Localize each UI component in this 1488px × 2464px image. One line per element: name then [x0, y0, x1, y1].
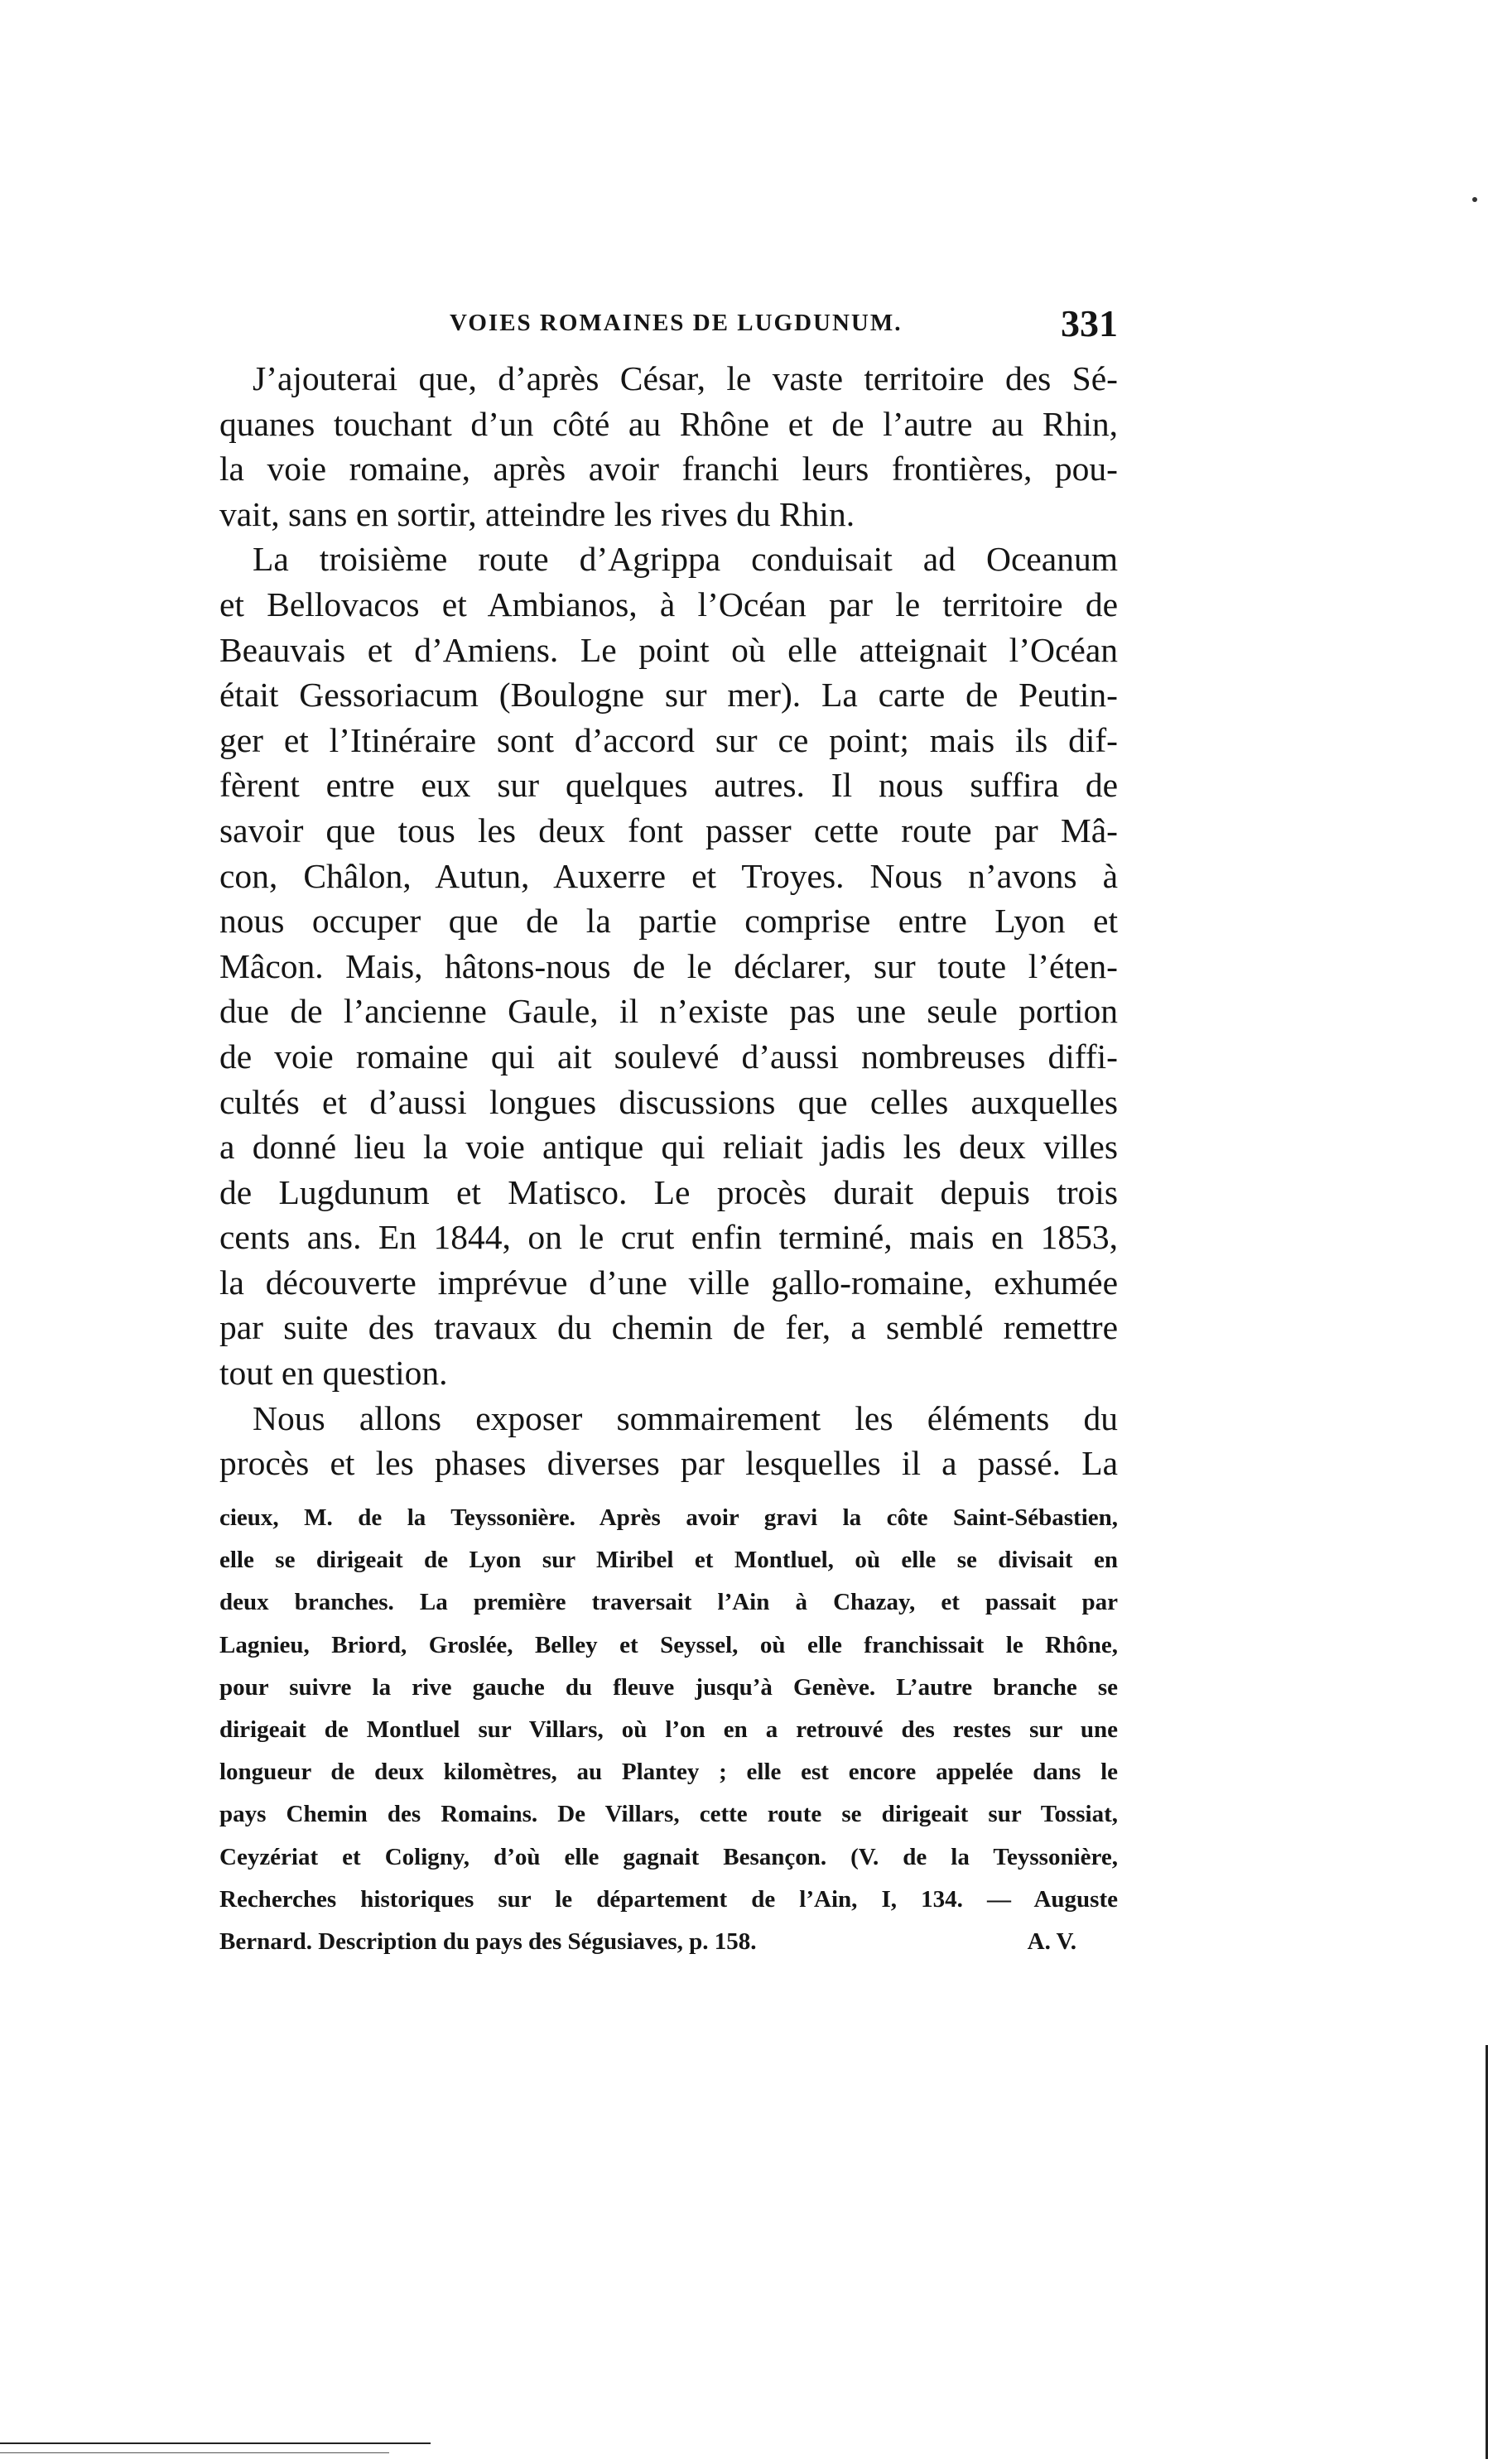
text-line: la découverte imprévue d’une ville gallo-romaine, exhumée	[219, 1263, 1118, 1302]
footnote	[219, 1497, 1118, 1963]
text-line: vait, sans en sortir, atteindre les rives du Rhin.	[219, 494, 855, 533]
footnote-line: Bernard. Description du pays des Ségusiaves, p. 158.	[219, 1927, 757, 1955]
text-line: ger et l’Itinéraire sont d’accord sur ce point; mais ils dif-	[219, 720, 1118, 759]
text-line: et Bellovacos et Ambianos, à l’Océan par le territoire de	[219, 585, 1118, 623]
text-line: procès et les phases diverses par lesquelles il a passé. La	[219, 1444, 1118, 1483]
text-line: quanes touchant d’un côté au Rhône et de l’autre au Rhin,	[219, 404, 1118, 443]
footnote-line: Ceyzériat et Coligny, d’où elle gagnait Besançon. (V. de la Teyssonière,	[219, 1843, 1118, 1870]
body-text	[219, 356, 1118, 1486]
footnote-line: longueur de deux kilomètres, au Plantey ; elle est encore appelée dans le	[219, 1759, 1118, 1786]
text-line: de Lugdunum et Matisco. Le procès durait depuis trois	[219, 1172, 1118, 1211]
scan-bottom-rule-thin	[0, 2452, 389, 2453]
footnote-initials: A. V.	[1027, 1927, 1076, 1955]
text-line: nous occuper que de la partie comprise entre Lyon et	[219, 902, 1118, 941]
running-title: VOIES ROMAINES DE LUGDUNUM.	[450, 310, 903, 336]
footnote-line: pays Chemin des Romains. De Villars, cette route se dirigeait sur Tossiat,	[219, 1801, 1118, 1828]
text-line: a donné lieu la voie antique qui reliait jadis les deux villes	[219, 1128, 1118, 1167]
footnote-line: Recherches historiques sur le département de l’Ain, I, 134. — Auguste	[219, 1885, 1118, 1913]
scan-speck	[1472, 197, 1477, 202]
text-line: la voie romaine, après avoir franchi leurs frontières, pou-	[219, 450, 1118, 488]
scan-bottom-rule	[0, 2442, 431, 2444]
text-line: savoir que tous les deux font passer cette route par Mâ-	[219, 811, 1118, 849]
text-line: La troisième route d’Agrippa conduisait ad Oceanum	[253, 540, 1118, 579]
text-line: de voie romaine qui ait soulevé d’aussi nombreuses diffi-	[219, 1037, 1118, 1076]
text-line: était Gessoriacum (Boulogne sur mer). La carte de Peutin-	[219, 676, 1118, 715]
text-line: par suite des travaux du chemin de fer, a semblé remettre	[219, 1308, 1118, 1347]
text-line: Nous allons exposer sommairement les éléments du	[253, 1398, 1118, 1437]
text-line: J’ajouterai que, d’après César, le vaste territoire des Sé-	[253, 359, 1118, 397]
footnote-line: dirigeait de Montluel sur Villars, où l’on en a retrouvé des restes sur une	[219, 1716, 1118, 1743]
footnote-line: deux branches. La première traversait l’Ain à Chazay, et passait par	[219, 1589, 1118, 1616]
page-number: 331	[1061, 302, 1118, 344]
text-line: tout en question.	[219, 1354, 448, 1393]
text-line: due de l’ancienne Gaule, il n’existe pas une seule portion	[219, 992, 1118, 1031]
running-head	[219, 301, 1118, 351]
footnote-line: cieux, M. de la Teyssonière. Après avoir gravi la côte Saint-Sébastien,	[219, 1504, 1118, 1531]
footnote-line: pour suivre la rive gauche du fleuve jusqu’à Genève. L’autre branche se	[219, 1673, 1118, 1701]
text-line: cultés et d’aussi longues discussions que celles auxquelles	[219, 1082, 1118, 1121]
text-line: con, Châlon, Autun, Auxerre et Troyes. Nous n’avons à	[219, 856, 1118, 895]
text-line: Beauvais et d’Amiens. Le point où elle atteignait l’Océan	[219, 630, 1118, 669]
text-line: fèrent entre eux sur quelques autres. Il nous suffira de	[219, 766, 1118, 805]
footnote-line: Lagnieu, Briord, Groslée, Belley et Seyssel, où elle franchissait le Rhône,	[219, 1631, 1118, 1658]
text-line: Mâcon. Mais, hâtons-nous de le déclarer, sur toute l’éten-	[219, 946, 1118, 985]
footnote-line: elle se dirigeait de Lyon sur Miribel et Montluel, où elle se divisait en	[219, 1547, 1118, 1574]
text-line: cents ans. En 1844, on le crut enfin terminé, mais en 1853,	[219, 1218, 1118, 1257]
footnote-line-last	[219, 1921, 1118, 1963]
